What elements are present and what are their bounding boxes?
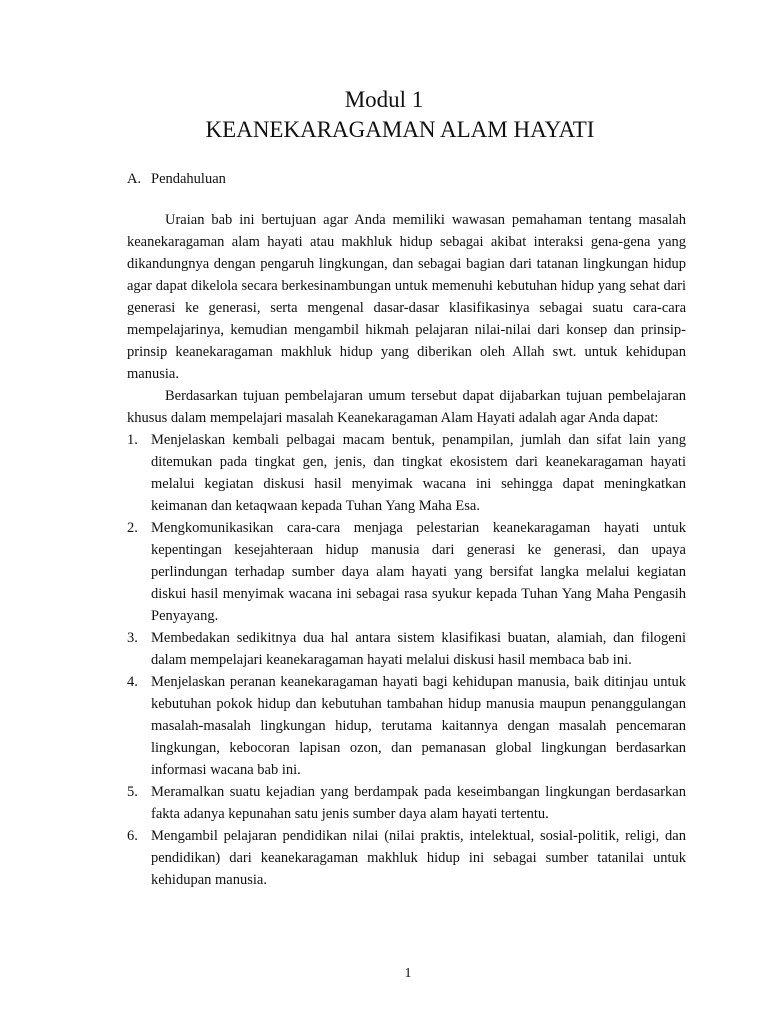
objective-item [127, 781, 686, 825]
section-heading [127, 169, 226, 189]
objective-item [127, 825, 686, 891]
objective-number: 3. [127, 630, 138, 646]
section-heading-text: Pendahuluan [151, 171, 226, 187]
objective-item [127, 429, 686, 517]
objective-text: Mengkomunikasikan cara-cara menjaga pelestarian keanekaragaman hayati untuk kepentingan kesejahteraan hidup manusia dari generasi ke generasi, dan upaya perlindungan terhadap sumber daya alam hayati yang bersifat langka melalui kegiatan diskui hasil menyimak wacana ini sebagai rasa syukur kepada Tuhan Yang Maha Pengasih Penyayang. [151, 520, 686, 624]
paragraph-objectives: Berdasarkan tujuan pembelajaran umum tersebut dapat dijabarkan tujuan pembelajaran khusus dalam mempelajari masalah Keanekaragaman Alam Hayati adalah agar Anda dapat: [127, 388, 686, 426]
objectives-list [127, 429, 686, 891]
objective-number: 1. [127, 432, 138, 448]
objective-number: 6. [127, 828, 138, 844]
objective-item [127, 627, 686, 671]
objective-number: 4. [127, 674, 138, 690]
objective-text: Menjelaskan kembali pelbagai macam bentuk, penampilan, jumlah dan sifat lain yang ditemukan pada tingkat gen, jenis, dan tingkat ekosistem dari keanekaragaman hayati melalui kegiatan diskusi hasil menyimak wacana ini sehingga dapat meningkatkan keimanan dan ketaqwaan kepada Tuhan Yang Maha Esa. [151, 432, 686, 514]
objective-text: Mengambil pelajaran pendidikan nilai (nilai praktis, intelektual, sosial-politik, religi, dan pendidikan) dari keanekaragaman makhluk hidup ini sebagai sumber tatanilai untuk kehidupan manusia. [151, 828, 686, 888]
objective-item [127, 517, 686, 627]
page-number: 1 [404, 966, 412, 981]
objective-item [127, 671, 686, 781]
section-letter: A. [127, 171, 142, 187]
objective-number: 2. [127, 520, 138, 536]
objective-text: Membedakan sedikitnya dua hal antara sistem klasifikasi buatan, alamiah, dan filogeni dalam mempelajari keanekaragaman hayati melalui diskusi hasil membaca bab ini. [151, 630, 686, 668]
objective-text: Meramalkan suatu kejadian yang berdampak pada keseimbangan lingkungan berdasarkan fakta adanya kepunahan satu jenis sumber daya alam hayati tertentu. [151, 784, 686, 822]
objective-number: 5. [127, 784, 138, 800]
paragraph-intro: Uraian bab ini bertujuan agar Anda memiliki wawasan pemahaman tentang masalah keanekaragaman alam hayati atau makhluk hidup sebagai akibat interaksi gena-gena yang dikandungnya dengan pengaruh lingkungan, dan sebagai bagian dari tatanan lingkungan hidup agar dapat dikelola secara berkesinambungan untuk memenuhi kebutuhan hidup yang sehat dari generasi ke generasi, serta mengenal dasar-dasar klasifikasinya sebagai suatu cara-cara mempelajarinya, kemudian mengambil hikmah pelajaran nilai-nilai dari konsep dan prinsip-prinsip keanekaragaman makhluk hidup yang diberikan oleh Allah swt. untuk kehidupan manusia. [127, 212, 686, 382]
body-text [127, 209, 686, 891]
document-title: KEANEKARAGAMAN ALAM HAYATI [205, 117, 595, 142]
module-label: Modul 1 [344, 87, 424, 112]
objective-text: Menjelaskan peranan keanekaragaman hayati bagi kehidupan manusia, baik ditinjau untuk kebutuhan pokok hidup dan kebutuhan tambahan hidup manusia maupun penanggulangan masalah-masalah lingkungan hidup, terutama kaitannya dengan masalah pencemaran lingkungan, kebocoran lapisan ozon, dan pemanasan global lingkungan berdasarkan informasi wacana bab ini. [151, 674, 686, 778]
